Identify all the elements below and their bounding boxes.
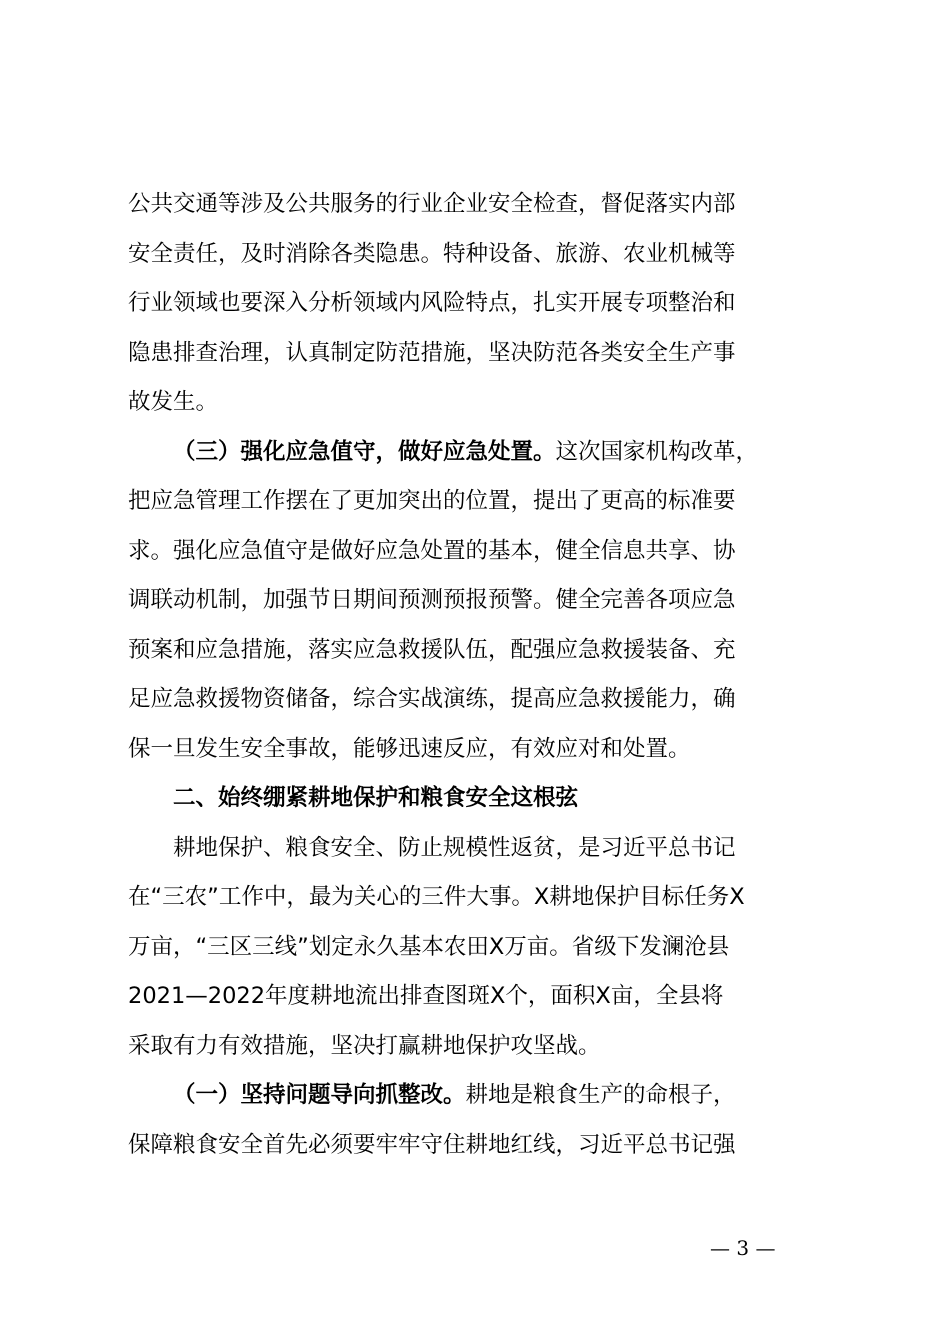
section-title: 二、始终绷紧耕地保护和粮食安全这根弦 (173, 785, 579, 811)
paragraph-emergency-response (128, 428, 828, 775)
text-line: 采取有力有效措施，坚决打赢耕地保护攻坚战。 (128, 1032, 601, 1059)
text-line: 安全责任，及时消除各类隐患。特种设备、旅游、农业机械等 (128, 240, 736, 267)
paragraph-farmland-protection (128, 824, 828, 1072)
section-heading (128, 774, 828, 824)
paragraph-problem-oriented (128, 1071, 828, 1170)
text-line: 行业领域也要深入分析领域内风险特点，扎实开展专项整治和 (128, 290, 736, 316)
text-line: 2021—2022年度耕地流出排查图斑X个，面积X亩，全县将 (128, 983, 724, 1009)
text-line: 保一旦发生安全事故，能够迅速反应，有效应对和处置。 (128, 735, 691, 762)
text-line: 预案和应急措施，落实应急救援队伍，配强应急救援装备、充 (128, 636, 736, 663)
text-line: 在“三农”工作中，最为关心的三件大事。X耕地保护目标任务X (128, 884, 745, 910)
text-line: 保障粮食安全首先必须要牢牢守住耕地红线，习近平总书记强 (128, 1131, 736, 1158)
text-line: 故发生。 (128, 389, 219, 415)
text-line: 耕地保护、粮食安全、防止规模性返贫，是习近平总书记 (173, 834, 736, 861)
text-line: 足应急救援物资储备，综合实战演练，提高应急救援能力，确 (128, 686, 736, 712)
text-line: 求。强化应急值守是做好应急处置的基本，健全信息共享、协 (128, 537, 736, 564)
text-line (128, 428, 828, 478)
text-line: 把应急管理工作摆在了更加突出的位置，提出了更高的标准要 (128, 488, 736, 514)
text-line: 公共交通等涉及公共服务的行业企业安全检查，督促落实内部 (128, 191, 736, 217)
page-number: — 3 — (710, 1236, 776, 1260)
heading-continuation: 这次国家机构改革， (555, 438, 759, 465)
subsection-heading: （三）强化应急值守，做好应急处置。 (173, 438, 556, 465)
paragraph-safety-inspection (128, 180, 828, 428)
text-line: 隐患排查治理，认真制定防范措施，坚决防范各类安全生产事 (128, 339, 736, 366)
text-line: 万亩，“三区三线”划定永久基本农田X万亩。省级下发澜沧县 (128, 933, 730, 960)
document-body (128, 180, 828, 1170)
heading-continuation: 耕地是粮食生产的命根子， (465, 1082, 736, 1108)
text-line (128, 1071, 828, 1121)
text-line: 调联动机制，加强节日期间预测预报预警。健全完善各项应急 (128, 587, 736, 613)
subsection-heading: （一）坚持问题导向抓整改。 (173, 1082, 466, 1108)
